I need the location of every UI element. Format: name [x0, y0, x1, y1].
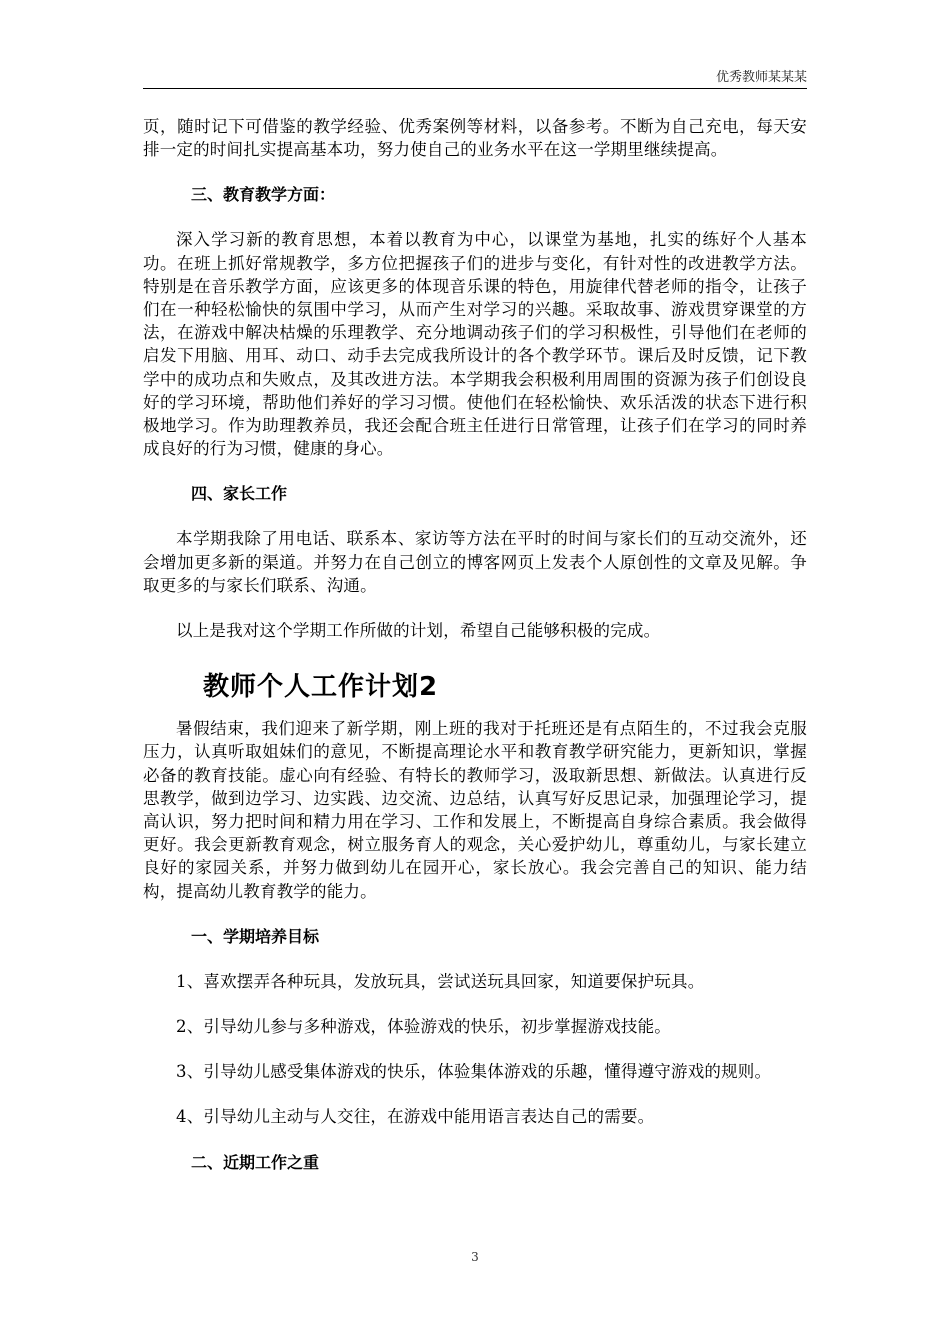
list-item: 2、引导幼儿参与多种游戏，体验游戏的快乐，初步掌握游戏技能。 [176, 1017, 671, 1037]
header-text: 优秀教师某某某 [715, 70, 807, 85]
list-item: 4、引导幼儿主动与人交往，在游戏中能用语言表达自己的需要。 [176, 1107, 655, 1127]
paragraph-parents: 本学期我除了用电话、联系本、家访等方法在平时的时间与家长们的互动交流外，还会增加更多新的渠道。并努力在自己创立的博客网页上发表个人原创性的文章及见解。争取更多的与家长们联系、沟通。 [143, 529, 807, 595]
section-heading-parents: 四、家长工作 [191, 484, 288, 504]
section-heading-teaching: 三、教育教学方面： [191, 185, 336, 205]
paragraph-intro: 暑假结束，我们迎来了新学期，刚上班的我对于托班还是有点陌生的，不过我会克服压力，认真听取姐妹们的意见，不断提高理论水平和教育教学研究能力，更新知识，掌握必备的教育技能。虚心向有经验、有特长的教师学习，汲取新思想、新做法。认真进行反思教学，做到边学习、边实践、边交流、边总结，认真写好反思记录，加强理论学习，提高认识，努力把时间和精力用在学习、工作和发展上，不断提高自身综合素质。我会做得更好。我会更新教育观念，树立服务育人的观念，关心爱护幼儿，尊重幼儿，与家长建立良好的家园关系，并努力做到幼儿在园开心，家长放心。我会完善自己的知识、能力结构，提高幼儿教育教学的能力。 [143, 719, 807, 901]
article-title: 教师个人工作计划2 [203, 672, 439, 703]
list-item: 1、喜欢摆弄各种玩具，发放玩具，尝试送玩具回家，知道要保护玩具。 [176, 971, 705, 991]
paragraph-teaching: 深入学习新的教育思想，本着以教育为中心，以课堂为基地，扎实的练好个人基本功。在班上抓好常规教学，多方位把握孩子们的进步与变化，有针对性的改进教学方法。特别是在音乐教学方面，应该更多的体现音乐课的特色，用旋律代替老师的指令，让孩子们在一种轻松愉快的氛围中学习，从而产生对学习的兴趣。采取故事、游戏贯穿课堂的方法，在游戏中解决枯燥的乐理教学、充分地调动孩子们的学习积极性，引导他们在老师的启发下用脑、用耳、动口、动手去完成我所设计的各个教学环节。课后及时反馈，记下教学中的成功点和失败点，及其改进方法。本学期我会积极利用周围的资源为孩子们创设良好的学习环境，帮助他们养好的学习习惯。使他们在轻松愉快、欢乐活泼的状态下进行积极地学习。作为助理教养员，我还会配合班主任进行日常管理，让孩子们在学习的同时养成良好的行为习惯，健康的身心。 [143, 230, 807, 459]
section-heading-goals: 一、学期培养目标 [191, 926, 320, 946]
paragraph-continued: 页，随时记下可借鉴的教学经验、优秀案例等材料，以备参考。不断为自己充电，每天安排一定的时间扎实提高基本功，努力使自己的业务水平在这一学期里继续提高。 [143, 117, 807, 160]
paragraph-conclusion: 以上是我对这个学期工作所做的计划，希望自己能够积极的完成。 [176, 621, 661, 641]
list-item: 3、引导幼儿感受集体游戏的快乐，体验集体游戏的乐趣，懂得遵守游戏的规则。 [176, 1062, 772, 1082]
section-heading-recent-work: 二、近期工作之重 [191, 1152, 320, 1172]
page-header [143, 62, 807, 89]
page-number: 3 [471, 1250, 479, 1264]
document-body [143, 115, 807, 1174]
